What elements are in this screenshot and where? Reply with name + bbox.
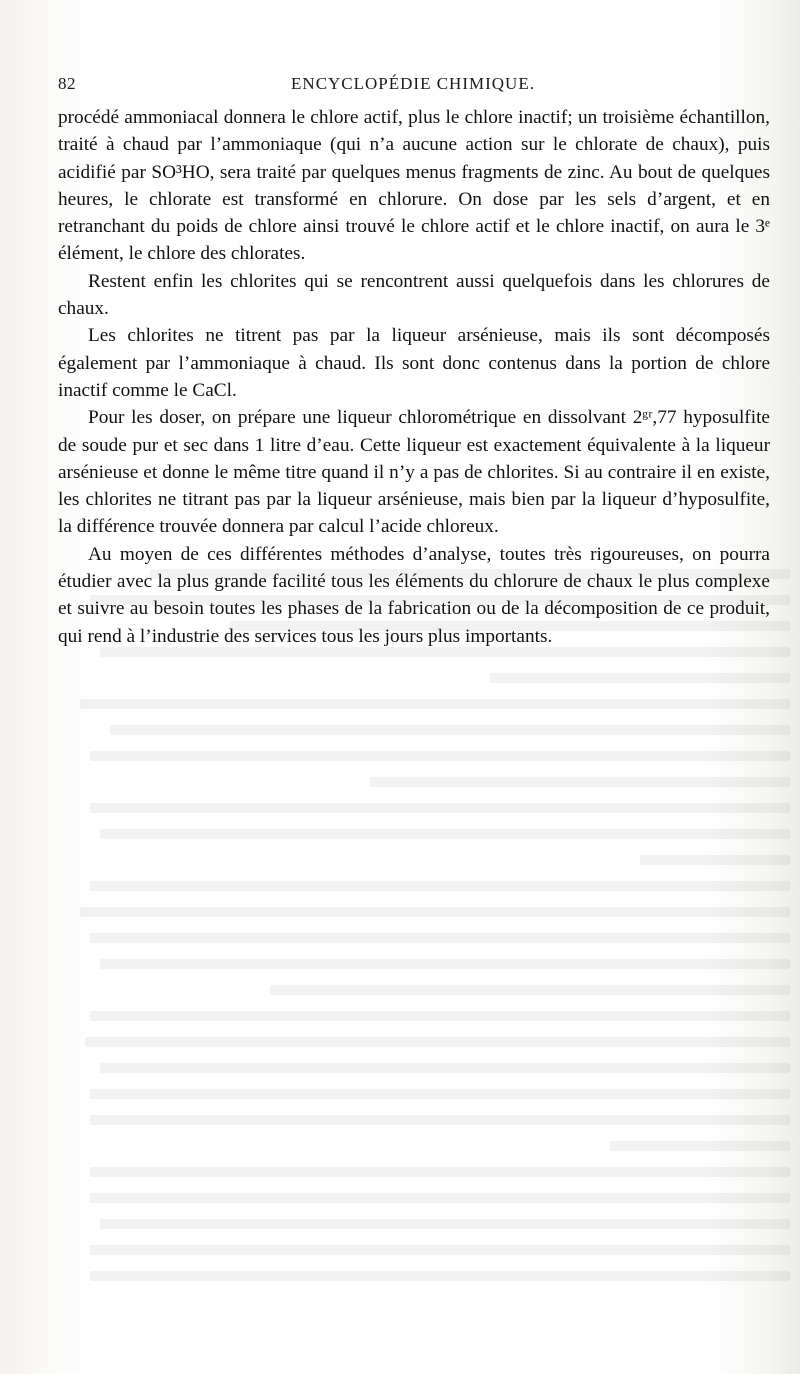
paragraph: Au moyen de ces différentes méthodes d’analyse, toutes très rigoureuses, on pourra étudier avec la plus grande facilité tous les éléments du chlorure de chaux le plus complexe et suivre au besoin toutes les phases de la fabrication ou de la décomposition de ce produit, qui rend à l’industrie des services tous les jours plus importants. [58,543,770,647]
paragraph: Les chlorites ne titrent pas par la liqueur arsénieuse, mais ils sont décomposés également par l’ammoniaque à chaud. Ils sont donc contenus dans la portion de chlore inactif comme le CaCl. [58,325,770,401]
page-number: 82 [58,74,76,93]
paragraph: Restent enfin les chlorites qui se rencontrent aussi quelquefois dans les chlorures de chaux. [58,270,770,320]
reverse-page-bleed-through [30,560,790,1360]
paragraph: Pour les doser, on prépare une liqueur chlorométrique en dissolvant 2ᵍʳ,77 hyposulfite de soude pur et sec dans 1 litre d’eau. Cette liqueur est exactement équivalente à la liqueur arsénieuse et donne le même titre quand il n’y a pas de chlorites. Si au contraire il en existe, les chlorites ne titrant pas par la liqueur arsénieuse, mais bien par la liqueur d’hyposulfite, la différence trouvée donnera par calcul l’acide chloreux. [58,407,770,538]
page-header [58,74,768,98]
running-title: ENCYCLOPÉDIE CHIMIQUE. [291,74,535,93]
body-text [58,104,770,650]
paragraph: procédé ammoniacal donnera le chlore actif, plus le chlore inactif; un troisième échantillon, traité à chaud par l’ammoniaque (qui n’a aucune action sur le chlorate de chaux), puis acidifié par SO³HO, sera traité par quelques menus fragments de zinc. Au bout de quelques heures, le chlorate est transformé en chlorure. On dose par les sels d’argent, et en retranchant du poids de chlore ainsi trouvé le chlore actif et le chlore inactif, on aura le 3ᵉ élément, le chlore des chlorates. [58,107,770,265]
